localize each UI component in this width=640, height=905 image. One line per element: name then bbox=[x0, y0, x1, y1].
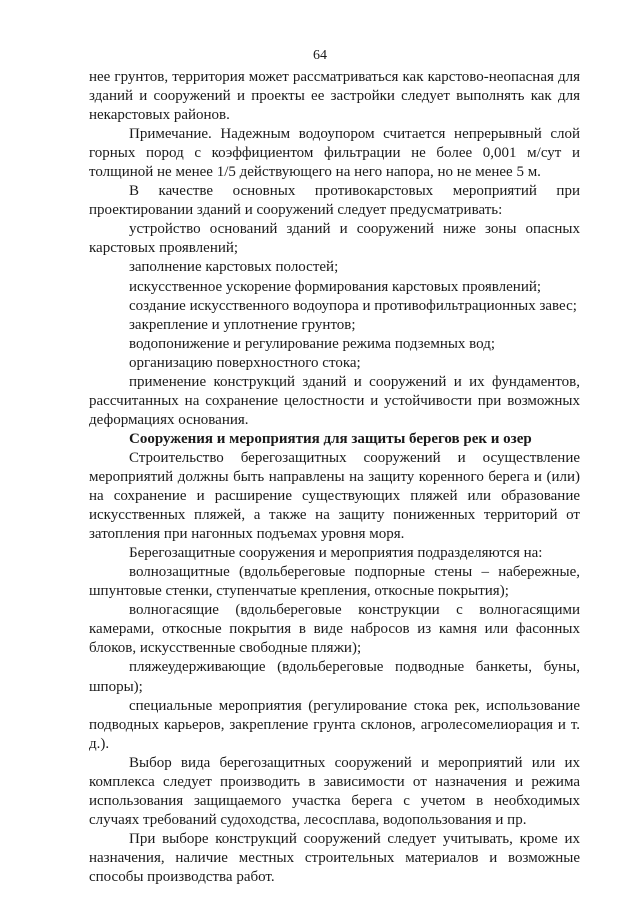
paragraph: пляжеудерживающие (вдольбереговые подводные банкеты, буны, шпоры); bbox=[89, 659, 580, 695]
paragraph: создание искусственного водоупора и противофильтрационных завес; bbox=[129, 297, 577, 314]
paragraph: устройство оснований зданий и сооружений ниже зоны опасных карстовых проявлений; bbox=[89, 221, 580, 257]
body-text bbox=[89, 68, 580, 887]
paragraph: В качестве основных противокарстовых мероприятий при проектировании зданий и сооружений следует предусматривать: bbox=[89, 183, 580, 219]
paragraph: волнозащитные (вдольбереговые подпорные стены – набережные, шпунтовые стенки, ступенчатые крепления, откосные покрытия); bbox=[89, 564, 580, 600]
paragraph: нее грунтов, территория может рассматриваться как карстово-неопасная для зданий и сооружений и проекты ее застройки следует выполнять как для некарстовых районов. bbox=[89, 69, 580, 124]
paragraph: волногасящие (вдольбереговые конструкции с волногасящими камерами, откосные покрытия в виде набросов из камня или фасонных блоков, искусственные свободные пляжи); bbox=[89, 602, 580, 657]
paragraph: При выборе конструкций сооружений следует учитывать, кроме их назначения, наличие местных строительных материалов и возможные способы производства работ. bbox=[89, 830, 580, 885]
paragraph: специальные мероприятия (регулирование стока рек, использование подводных карьеров, закрепление грунта склонов, агролесомелиорация и т. д.). bbox=[89, 697, 580, 752]
paragraph: закрепление и уплотнение грунтов; bbox=[129, 316, 356, 333]
paragraph: применение конструкций зданий и сооружений и их фундаментов, рассчитанных на сохранение целостности и устойчивости при возможных деформациях основания. bbox=[89, 373, 580, 428]
page-number: 64 bbox=[313, 48, 327, 63]
paragraph: Строительство берегозащитных сооружений и осуществление мероприятий должны быть направлены на защиту коренного берега и (или) на сохранение и расширение существующих пляжей или образование искусственных пляжей, а также на защиту пониженных территорий от затопления при нагонных подъемах уровня моря. bbox=[89, 449, 580, 543]
paragraph: искусственное ускорение формирования карстовых проявлений; bbox=[129, 278, 542, 295]
paragraph: Берегозащитные сооружения и мероприятия подразделяются на: bbox=[129, 545, 543, 562]
paragraph: заполнение карстовых полостей; bbox=[129, 259, 339, 276]
paragraph: Выбор вида берегозащитных сооружений и мероприятий или их комплекса следует производить в зависимости от назначения и режима использования защищаемого участка берега с учетом в необходимых случаях требований судоходства, лесосплава, водопользования и пр. bbox=[89, 754, 580, 828]
paragraph: водопонижение и регулирование режима подземных вод; bbox=[129, 335, 496, 352]
paragraph: Примечание. Надежным водоупором считается непрерывный слой горных пород с коэффициентом фильтрации не более 0,001 м/сут и толщиной не менее 1/5 действующего на него напора, но не менее 5 м. bbox=[89, 126, 580, 181]
paragraph: организацию поверхностного стока; bbox=[129, 354, 361, 371]
section-heading: Сооружения и мероприятия для защиты берегов рек и озер bbox=[129, 430, 532, 447]
